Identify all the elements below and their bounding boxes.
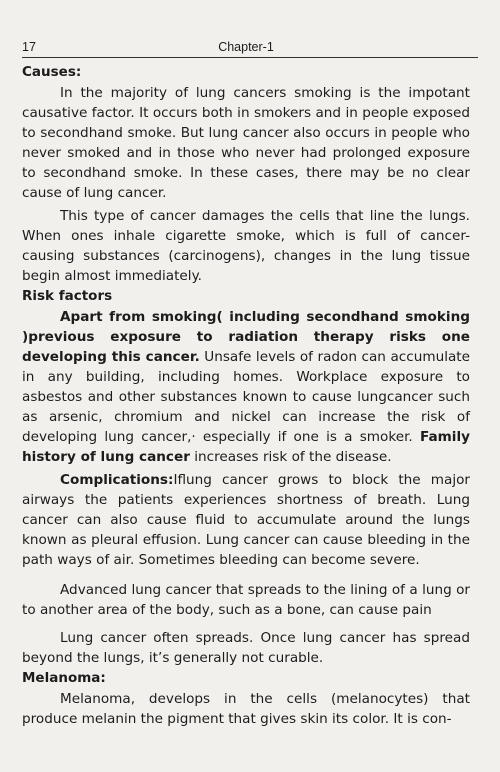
risk-factors-paragraph xyxy=(22,307,470,467)
melanoma-heading: Melanoma: xyxy=(22,670,106,686)
risk-text-1: Unsafe levels of radon can accumulate in any building, including homes. Workplace exposure to asbestos and other substances known to cause lungcancer such as arsenic, chromium and nickel can increase the risk of developing lung cancer,· especially if one is a smoker. xyxy=(22,349,470,445)
risk-bold-lead: Apart from smoking( including secondhand smoking )previous exposure to radiation therapy risks one developing this cancer. xyxy=(22,309,470,365)
advanced-paragraph: Advanced lung cancer that spreads to the lining of a lung or to another area of the body, such as a bone, can cause pain xyxy=(22,582,470,618)
causes-paragraph-2: This type of cancer damages the cells that line the lungs. When ones inhale cigarette smoke, which is full of cancer-causing substances (carcinogens), changes in the lung tissue begin almost immediately. xyxy=(22,208,470,284)
page-number: 17 xyxy=(22,40,36,54)
complications-label: Complications: xyxy=(60,472,174,488)
book-page xyxy=(22,38,470,727)
risk-bold-family-history: Family history of lung cancer xyxy=(22,429,470,465)
complications-paragraph xyxy=(22,470,470,570)
page-header xyxy=(22,38,470,56)
header-rule xyxy=(22,57,478,58)
page-body xyxy=(22,62,470,729)
risk-text-2: increases risk of the disease. xyxy=(189,449,392,465)
complications-text: Iflung cancer grows to block the major airways the patients experiences shortness of breath. Lung cancer can also cause fluid to accumulate around the lungs known as pleural effusion. Lung cancer can cause bleeding in the path ways of air. Sometimes bleeding can become severe. xyxy=(22,472,470,568)
causes-heading: Causes: xyxy=(22,64,82,80)
chapter-title: Chapter-1 xyxy=(218,40,274,54)
causes-paragraph-1: In the majority of lung cancers smoking is the impotant causative factor. It occurs both in smokers and in people exposed to secondhand smoke. But lung cancer also occurs in people who never smoked and in those who never had prolonged exposure to secondhand smoke. In these cases, there may be no clear cause of lung cancer. xyxy=(22,85,470,201)
melanoma-paragraph: Melanoma, develops in the cells (melanocytes) that produce melanin the pigment that gives skin its color. It is con- xyxy=(22,691,470,727)
risk-factors-heading: Risk factors xyxy=(22,288,113,304)
spread-paragraph: Lung cancer often spreads. Once lung cancer has spread beyond the lungs, it’s generally not curable. xyxy=(22,630,470,666)
